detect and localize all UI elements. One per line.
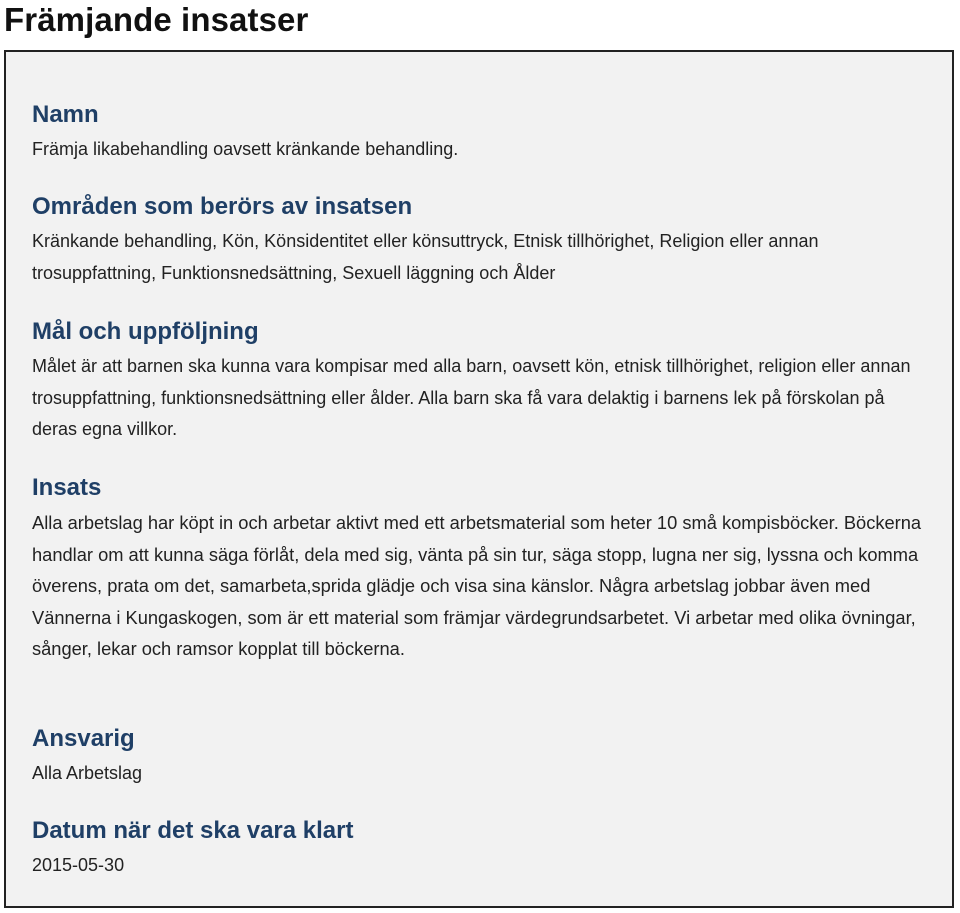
section-heading-mal: Mål och uppföljning	[32, 318, 259, 345]
section-text-omraden: Kränkande behandling, Kön, Könsidentitet eller könsuttryck, Etnisk tillhörighet, Religion eller annan trosuppfattning, Funktionsnedsättning, Sexuell läggning och Ålder	[32, 231, 819, 283]
section-omraden	[32, 192, 934, 289]
section-heading-namn: Namn	[32, 101, 99, 128]
section-namn	[32, 100, 934, 166]
section-insats	[32, 473, 934, 665]
section-ansvarig	[32, 724, 934, 790]
section-text-insats: Alla arbetslag har köpt in och arbetar aktivt med ett arbetsmaterial som heter 10 små kompisböcker. Böckerna handlar om att kunna säga förlåt, dela med sig, vänta på sin tur, säga stopp, lugna ner sig, lyssna och komma överens, prata om det, samarbeta,sprida glädje och visa sina känslor. Några arbetslag jobbar även med Vännerna i Kungaskogen, som är ett material som främjar värdegrundsarbetet. Vi arbetar med olika övningar, sånger, lekar och ramsor kopplat till böckerna.	[32, 512, 922, 659]
section-heading-datum: Datum när det ska vara klart	[32, 817, 354, 844]
section-text-datum: 2015-05-30	[32, 855, 125, 875]
section-text-namn: Främja likabehandling oavsett kränkande behandling.	[32, 139, 459, 159]
section-datum	[32, 816, 934, 882]
insats-box	[4, 50, 954, 908]
section-text-mal: Målet är att barnen ska kunna vara kompisar med alla barn, oavsett kön, etnisk tillhörighet, religion eller annan trosuppfattning, funktionsnedsättning eller ålder. Alla barn ska få vara delaktig i barnens lek på förskolan på deras egna villkor.	[32, 356, 911, 439]
section-heading-insats: Insats	[32, 474, 102, 501]
section-mal-och-uppfoljning	[32, 317, 934, 446]
page-title: Främjande insatser	[4, 1, 309, 38]
section-heading-ansvarig: Ansvarig	[32, 725, 135, 752]
section-heading-omraden: Områden som berörs av insatsen	[32, 193, 413, 220]
section-text-ansvarig: Alla Arbetslag	[32, 763, 143, 783]
